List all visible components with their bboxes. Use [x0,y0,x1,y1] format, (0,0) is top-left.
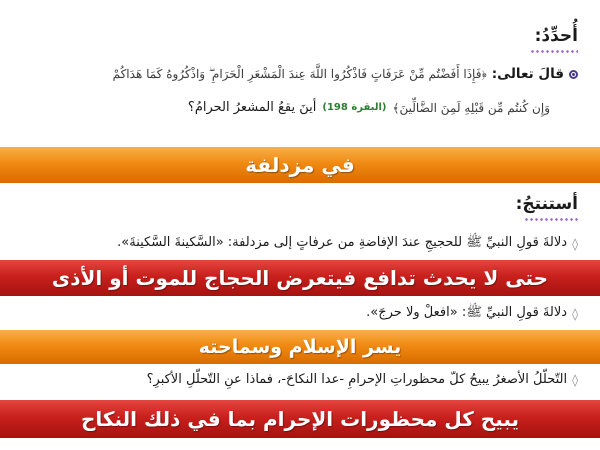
section-heading-conclude: أستنتجُ: [515,194,578,214]
heading-underline-dots-2 [524,218,578,221]
heading-underline-dots [530,50,578,53]
verse-row-1 [113,66,578,82]
answer-bar-muzdalifah [0,147,600,183]
conclude-item-3-text: التّحلّلُ الأصغرُ يبيحُ كلّ محظوراتِ الإحرامِ -عدا النكاحَ-، فماذا عنِ التّحلّلِ الأكبرِ؟ [146,372,568,387]
answer-bar-no-stampede [0,260,600,296]
verse-row-2 [188,100,550,115]
answer-text-full-release: يبيح كل محظورات الإحرام بما في ذلك النكاح [80,407,520,431]
circle-bullet-icon [569,70,578,79]
conclude-item-2 [366,304,578,323]
conclude-item-1 [117,234,578,253]
diamond-icon: ◊ [572,372,578,387]
diamond-icon: ◊ [572,236,578,251]
verse-text-line2: وَإِن كُنتُم مِّن قَبْلِهِ لَمِنَ الضَّالِّينَ﴾ [392,100,550,115]
answer-bar-full-release [0,400,600,438]
verse-label: قالَ تعالى: [491,66,564,82]
conclude-item-2-text: دلالةَ قولِ النبيِّ ﷺ: «افعلْ ولا حرجَ». [366,305,568,320]
answer-text-ease-of-islam: يسر الإسلام وسماحته [198,336,402,358]
section-heading-identify: أُحدِّدُ: [534,26,578,46]
answer-text-muzdalifah: في مزدلفة [245,153,355,177]
diamond-icon: ◊ [572,306,578,321]
answer-text-no-stampede: حتى لا يحدث تدافع فيتعرض الحجاج للموت أو الأذى [51,266,549,290]
answer-bar-ease-of-islam [0,330,600,364]
verse-reference: (البقرة 198) [322,102,387,113]
conclude-item-3 [147,372,578,387]
question-location: أينَ يقعُ المشعرُ الحرامُ؟ [187,100,317,115]
verse-text-line1: ﴿فَإِذَا أَفَضْتُم مِّنْ عَرَفَاتٍ فَاذْكُرُوا اللَّهَ عِندَ الْمَشْعَرِ الْحَرَامِ ۖ وَاذْكُرُوهُ كَمَا هَدَاكُمْ [112,66,487,81]
conclude-item-1-text: دلالةَ قولِ النبيِّ ﷺ للحجيجِ عندَ الإفاضةِ من عرفاتٍ إلى مزدلفة: «السَّكينةَ السَّكينةَ». [117,235,568,250]
